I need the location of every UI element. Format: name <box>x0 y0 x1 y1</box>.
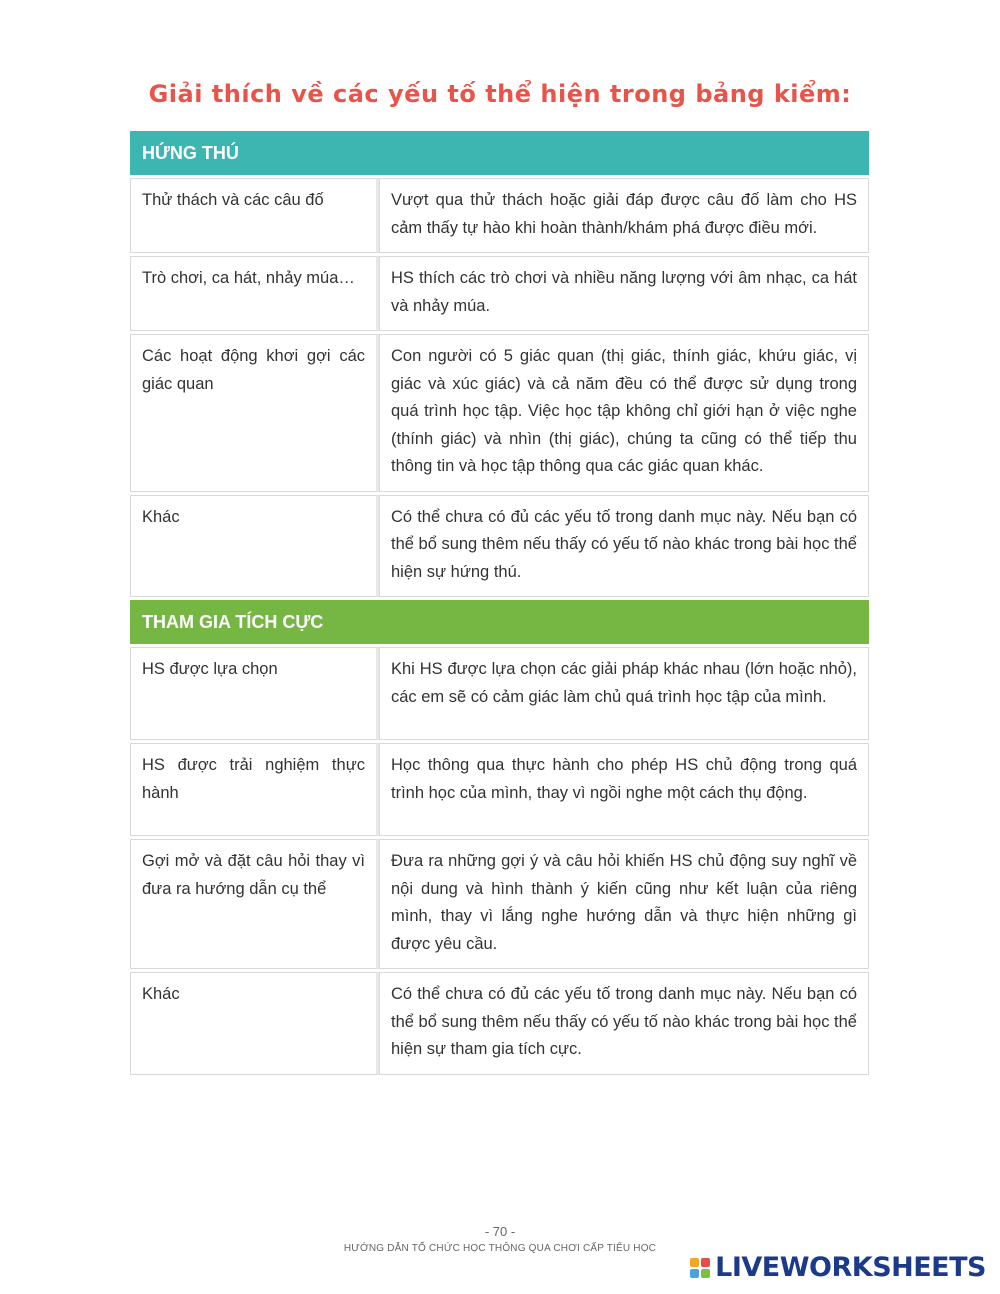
table-row <box>130 495 869 598</box>
section-header-hung-thu <box>130 131 869 175</box>
criterion-description: HS thích các trò chơi và nhiều năng lượng với âm nhạc, ca hát và nhảy múa. <box>379 256 869 331</box>
table-row <box>130 178 869 253</box>
logo-square-red <box>701 1258 710 1267</box>
criterion-description: Khi HS được lựa chọn các giải pháp khác nhau (lớn hoặc nhỏ), các em sẽ có cảm giác làm chủ quá trình học tập của mình. <box>379 647 869 740</box>
liveworksheets-icon <box>690 1258 710 1278</box>
table-row <box>130 972 869 1075</box>
criterion-label: HS được lựa chọn <box>130 647 379 740</box>
criterion-label: Khác <box>130 972 379 1075</box>
logo-square-blue <box>690 1269 699 1278</box>
criterion-label: HS được trải nghiệm thực hành <box>130 743 379 836</box>
logo-square-orange <box>690 1258 699 1267</box>
section-heading: HỨNG THÚ <box>130 131 869 175</box>
page-number: - 70 - <box>484 1224 516 1239</box>
section-heading: THAM GIA TÍCH CỰC <box>130 600 869 644</box>
table-row <box>130 839 869 969</box>
table-row <box>130 647 869 740</box>
logo-square-green <box>701 1269 710 1278</box>
table-row <box>130 334 869 492</box>
criterion-description: Vượt qua thử thách hoặc giải đáp được câu đố làm cho HS cảm thấy tự hào khi hoàn thành/khám phá được điều mới. <box>379 178 869 253</box>
criterion-description: Đưa ra những gợi ý và câu hỏi khiến HS chủ động suy nghĩ về nội dung và hình thành ý kiến cũng như kết luận của riêng mình, thay vì lắng nghe hướng dẫn và thực hiện những gì được yêu cầu. <box>379 839 869 969</box>
criterion-description: Có thể chưa có đủ các yếu tố trong danh mục này. Nếu bạn có thể bổ sung thêm nếu thấy có yếu tố nào khác trong bài học thể hiện sự hứng thú. <box>379 495 869 598</box>
liveworksheets-brand: LIVEWORKSHEETS <box>715 1252 986 1283</box>
criterion-label: Thử thách và các câu đố <box>130 178 379 253</box>
table-row <box>130 256 869 331</box>
criterion-label: Khác <box>130 495 379 598</box>
criterion-description: Học thông qua thực hành cho phép HS chủ động trong quá trình học của mình, thay vì ngồi nghe một cách thụ động. <box>379 743 869 836</box>
criterion-label: Các hoạt động khơi gợi các giác quan <box>130 334 379 492</box>
checklist-explanation-table <box>130 128 869 1078</box>
page-title: Giải thích về các yếu tố thể hiện trong bảng kiểm: <box>148 80 852 108</box>
criterion-label: Trò chơi, ca hát, nhảy múa… <box>130 256 379 331</box>
table-row <box>130 743 869 836</box>
criterion-description: Có thể chưa có đủ các yếu tố trong danh mục này. Nếu bạn có thể bổ sung thêm nếu thấy có yếu tố nào khác trong bài học thể hiện sự tham gia tích cực. <box>379 972 869 1075</box>
criterion-label: Gợi mở và đặt câu hỏi thay vì đưa ra hướng dẫn cụ thể <box>130 839 379 969</box>
section-header-tham-gia-tich-cuc <box>130 600 869 644</box>
footer-guide-title: HƯỚNG DẪN TỔ CHỨC HỌC THÔNG QUA CHƠI CẤP TIỂU HỌC <box>343 1243 657 1254</box>
criterion-description: Con người có 5 giác quan (thị giác, thính giác, khứu giác, vị giác và xúc giác) và cả năm đều có thể được sử dụng trong quá trình học tập. Việc học tập không chỉ giới hạn ở việc nghe (thính giác) và nhìn (thị giác), chúng ta cũng có thể tiếp thu thông tin và học tập thông qua các giác quan khác. <box>379 334 869 492</box>
liveworksheets-logo <box>690 1252 986 1283</box>
